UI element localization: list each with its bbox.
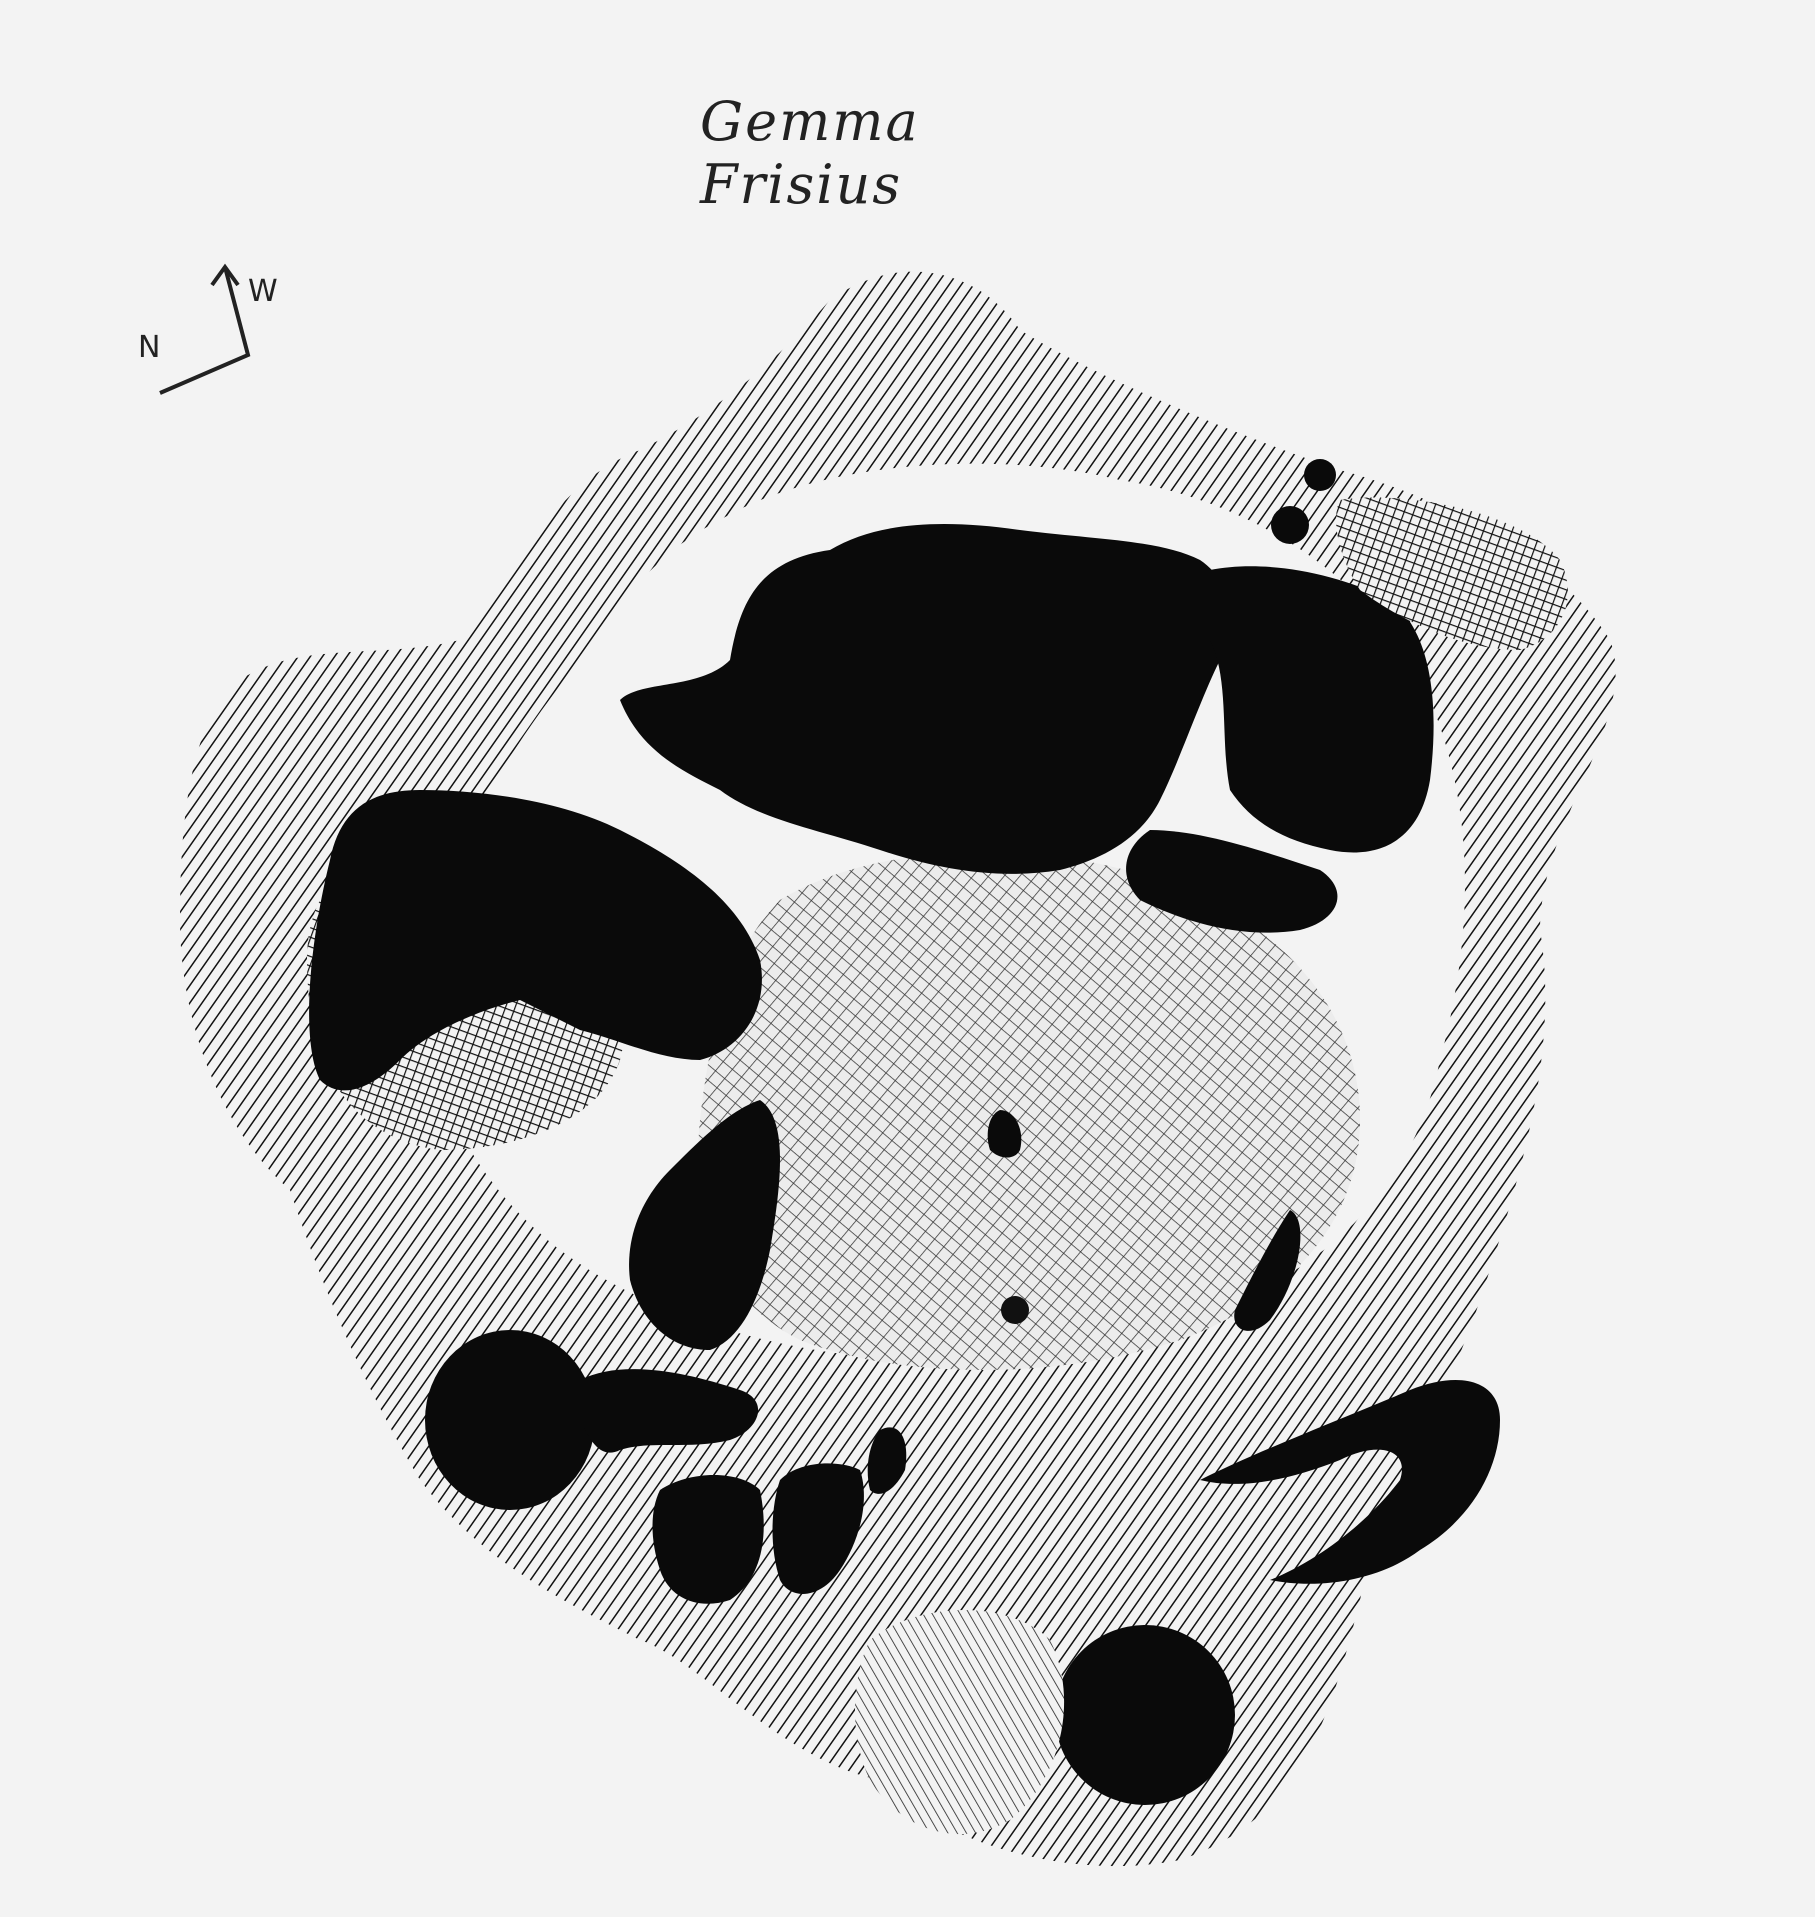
sketch-title: Gemma Frisius <box>700 90 920 216</box>
craterlet-floor <box>1001 1296 1029 1324</box>
compass-north-label: N <box>138 330 161 365</box>
compass-west-label: W <box>248 274 278 309</box>
craterlet-ne-2 <box>1271 506 1309 544</box>
craterlet-ne-1 <box>1304 459 1336 491</box>
shadow-south-right-crater <box>1055 1625 1235 1805</box>
shadow-south-left-crater <box>425 1330 595 1510</box>
